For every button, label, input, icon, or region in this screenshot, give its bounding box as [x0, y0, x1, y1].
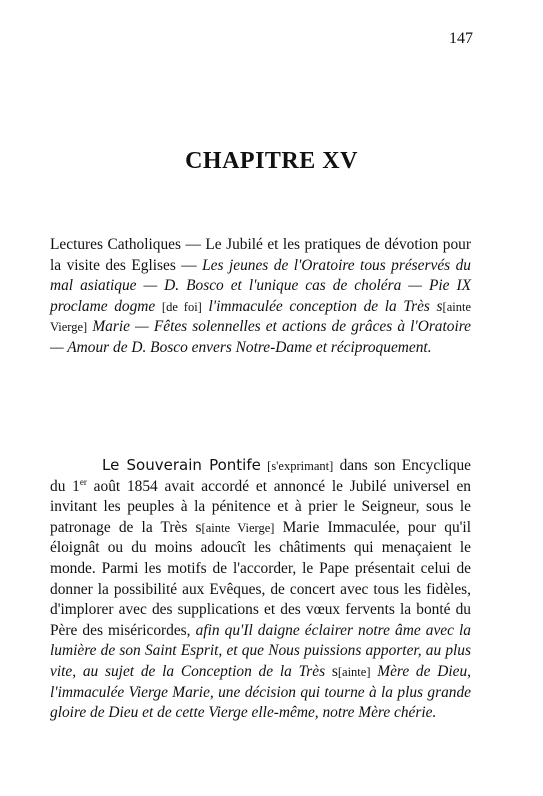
body-paragraph	[50, 455, 471, 724]
summary-italic-text: l'immaculée conception de la Très s	[201, 297, 443, 315]
body-text: s	[331, 662, 338, 680]
body-text: Marie Immaculée, pour qu'il éloignât ou du moins adoucît les châtiments qui menaçaient le monde. Parmi les motifs de l'accorder, le Pape présentait celui de donner la possibilité aux Evêques, de concert avec tous les fidèles, d'implorer avec des supplications et des vœux fervents la bonté du Père des miséricordes,	[50, 518, 471, 639]
body-text: août 1854 avait accordé et annoncé le Jubilé universel en invitant les peuples à la pénitence et à prier le Seigneur, sous le patronage de la Très s	[50, 477, 472, 536]
summary-italic-text: Marie — Fêtes solennelles et actions de grâces à l'Oratoire — Amour de D. Bosco envers Notre-Dame et réciproquement.	[50, 318, 471, 356]
summary-italic-text: Les jeunes de l'Oratoire tous préservés du mal asiatique — D. Bosco et l'unique cas de choléra — Pie IX proclame dogme	[50, 256, 471, 315]
body-italic-quote: Mère de Dieu, l'immaculée Vierge Marie, une décision qui tourne à la plus grande gloire de Dieu et de cette Vierge elle-même, notre Mère chérie.	[50, 662, 471, 722]
body-sans-lead: Le Souverain Pontife	[102, 456, 261, 474]
page-number: 147	[449, 30, 473, 47]
summary-bracket-note: [de foi]	[161, 299, 202, 314]
body-bracket-note: [s'exprimant]	[267, 459, 334, 473]
summary-bracket-note: [ainte Vierge]	[50, 299, 471, 335]
body-italic-quote: afin qu'Il daigne éclairer notre âme avec la lumière de son Saint Esprit, et que Nous puissions apporter, au plus vite, au sujet de la Conception de la Très	[50, 621, 471, 680]
body-text: dans son Encyclique du 1	[50, 457, 471, 495]
chapter-summary	[50, 235, 471, 359]
body-bracket-note: [ainte]	[337, 664, 371, 679]
summary-text: Lectures Catholiques — Le Jubilé et les pratiques de dévotion pour la visite des Eglises —	[50, 236, 471, 274]
body-bracket-note: [ainte Vierge]	[201, 520, 275, 535]
body-superscript: er	[79, 476, 87, 487]
chapter-title: CHAPITRE XV	[185, 148, 358, 174]
